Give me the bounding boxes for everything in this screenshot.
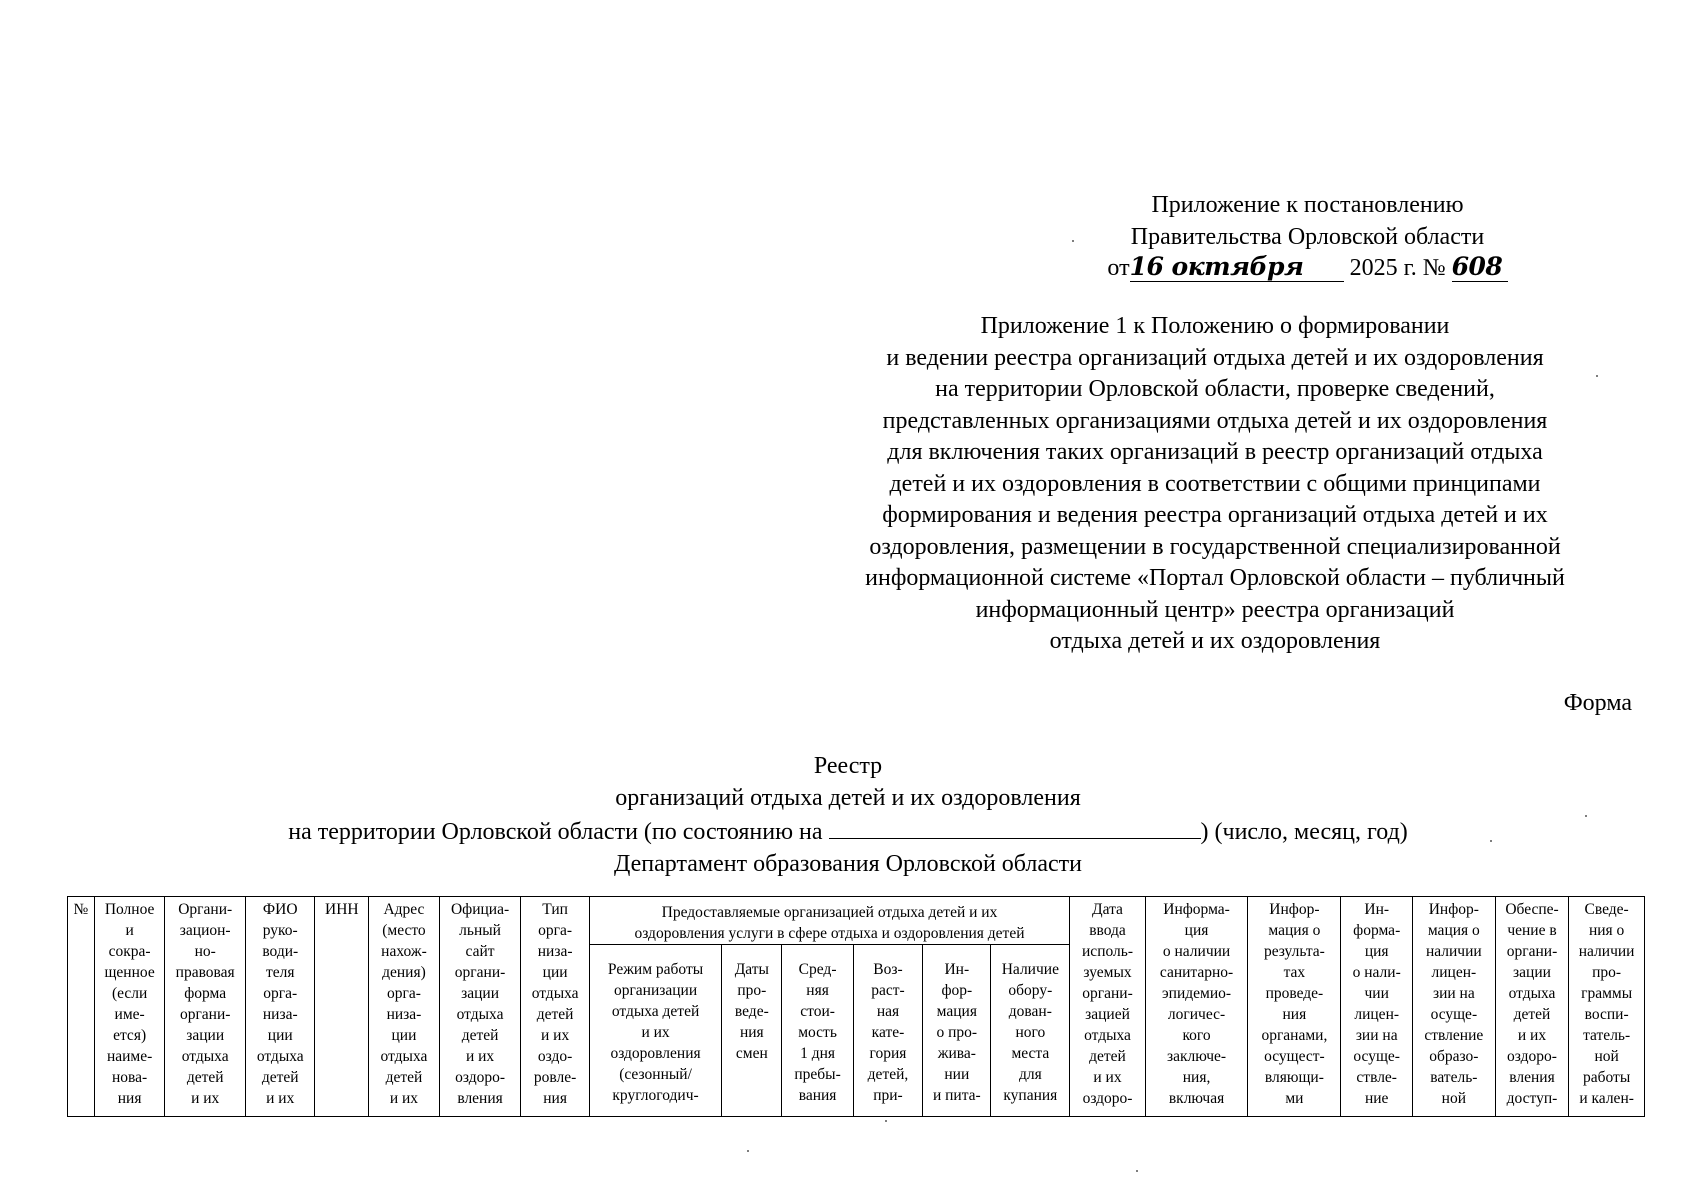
col-header-address: Адрес (место нахож- дения) орга- низа- ции отдыха детей и их: [369, 897, 439, 1117]
register-table: [67, 896, 1645, 1117]
col-header-education-program: Сведе- ния о наличии про- граммы воспи- татель- ной работы и кален-: [1569, 897, 1645, 1117]
scan-speck: [1490, 840, 1492, 842]
col-header-swimming-place: Наличие обору- дован- ного места для купания: [991, 945, 1070, 1117]
approval-block: [1050, 190, 1565, 285]
as-of-suffix: ) (число, месяц, год): [1200, 819, 1408, 845]
approval-ot: от: [1107, 255, 1130, 281]
col-header-inspections: Инфор- мация о результа- тах проведе- ния органами, осущест- вляющи- ми: [1248, 897, 1341, 1117]
annex-line: отдыха детей и их оздоровления: [1049, 628, 1381, 654]
annex-line: информационной системе «Портал Орловской области – публичный: [865, 565, 1565, 591]
col-header-name: Полное и сокра- щенное (если име- ется) наиме- нова- ния: [94, 897, 164, 1117]
approval-line-2: Правительства Орловской области: [1130, 223, 1485, 250]
form-label: Форма: [1563, 690, 1632, 716]
annex-line: информационный центр» реестра организаций: [975, 596, 1455, 623]
col-header-medical-license: Ин- форма- ция о нали- чии лицен- зии на осуще- ствле- ние: [1341, 897, 1412, 1117]
approval-date-line: [1050, 253, 1565, 285]
scan-speck: [747, 1150, 749, 1152]
col-header-education-license: Инфор- мация о наличии лицен- зии на осуще- ствление образо- ватель- ной: [1412, 897, 1495, 1117]
approval-line-1: Приложение к постановлению: [1151, 192, 1464, 218]
col-header-inn: ИНН: [315, 897, 369, 1117]
col-header-legal-form: Органи- зацион- но- правовая форма органи- зации отдыха детей и их: [165, 897, 246, 1117]
scan-speck: [885, 1120, 887, 1122]
col-header-shift-dates: Даты про- веде- ния смен: [722, 945, 782, 1117]
col-header-daily-cost: Сред- няя стои- мость 1 дня пребы- вания: [782, 945, 853, 1117]
col-header-commission-date: Дата ввода исполь- зуемых органи- зацией отдыха детей и их оздоро-: [1070, 897, 1146, 1117]
col-header-work-mode: Режим работы организации отдыха детей и их оздоровления (сезонный/ круглогодич-: [589, 945, 722, 1117]
approval-year: 2025 г. №: [1349, 255, 1446, 281]
col-header-accessibility: Обеспе- чение в органи- зации отдыха детей и их оздоро- вления доступ-: [1495, 897, 1569, 1117]
col-header-website: Официа- льный сайт органи- зации отдыха детей и их оздоро- вления: [439, 897, 521, 1117]
annex-line: оздоровления, размещении в государственной специализированной: [869, 533, 1561, 560]
scan-speck: [1596, 375, 1598, 377]
col-header-accommodation: Ин- фор- мация о про- жива- нии и пита-: [923, 945, 991, 1117]
annex-line: представленных организациями отдыха детей и их оздоровления: [882, 407, 1548, 434]
scan-speck: [1136, 1170, 1138, 1172]
as-of-prefix: на территории Орловской области (по состоянию на: [288, 819, 823, 845]
annex-line: детей и их оздоровления в соответствии с общими принципами: [889, 470, 1541, 497]
annex-heading: [805, 311, 1625, 658]
annex-line: формирования и ведения реестра организаций отдыха детей и их: [882, 502, 1548, 528]
handwritten-number: 608: [1452, 254, 1508, 282]
table-header-row: [68, 897, 1645, 945]
annex-line: Приложение 1 к Положению о формировании: [980, 313, 1450, 339]
register-title-line-2: организаций отдыха детей и их оздоровления: [615, 784, 1081, 811]
annex-line: для включения таких организаций в реестр организаций отдыха: [887, 439, 1543, 465]
col-header-age-category: Воз- раст- ная кате- гория детей, при-: [853, 945, 922, 1117]
col-header-director: ФИО руко- води- теля орга- низа- ции отдыха детей и их: [246, 897, 315, 1117]
col-header-services-group: Предоставляемые организацией отдыха детей и их оздоровления услуги в сфере отдыха и оздоровления детей: [589, 897, 1069, 945]
department-name: Департамент образования Орловской области: [613, 850, 1083, 877]
annex-line: и ведении реестра организаций отдыха детей и их оздоровления: [886, 344, 1544, 371]
register-title-line-3: [180, 814, 1516, 849]
handwritten-date: 16 октября: [1130, 254, 1344, 282]
register-title: [180, 751, 1516, 880]
col-header-number: №: [68, 897, 95, 1117]
annex-line: на территории Орловской области, проверке сведений,: [935, 376, 1495, 402]
scan-speck: [1072, 240, 1074, 242]
register-title-line-1: Реестр: [813, 753, 883, 779]
col-header-org-type: Тип орга- низа- ции отдыха детей и их оздо- ровле- ния: [521, 897, 589, 1117]
as-of-date-blank[interactable]: [829, 814, 1201, 839]
scan-speck: [1585, 815, 1587, 817]
col-header-sanitary: Информа- ция о наличии санитарно- эпидемио- логичес- кого заключе- ния, включая: [1145, 897, 1248, 1117]
